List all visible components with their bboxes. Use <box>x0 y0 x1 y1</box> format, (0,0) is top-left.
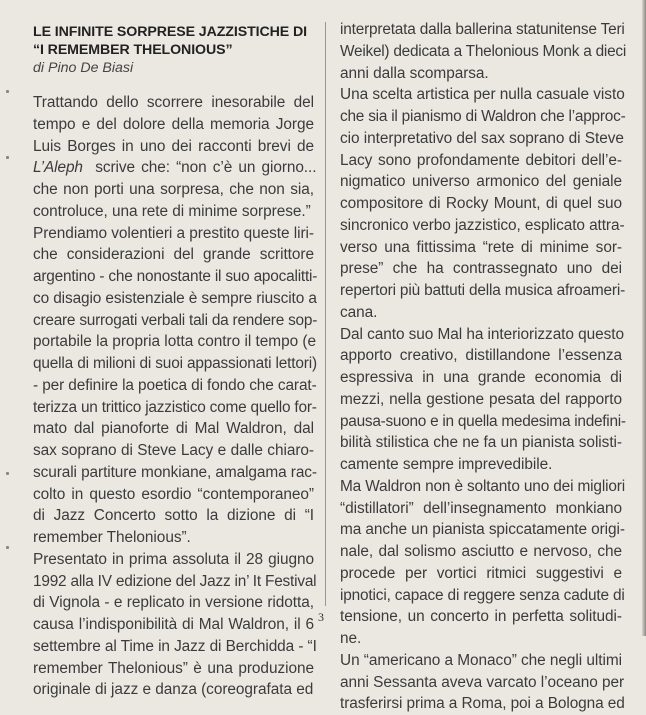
book-title: L’Aleph <box>33 159 83 177</box>
text-line: creare surrogati verbali tali da rendere sop- <box>33 311 318 329</box>
text-line: Ma Waldron non è soltanto uno dei migliori <box>340 477 626 495</box>
text-line: di Vignola - e replicato in versione ridotta, <box>33 594 314 612</box>
text-line: tensione, un concerto in perfetta solitudi- <box>340 608 622 626</box>
text-line: tempo e del dolore della memoria Jorge <box>33 115 314 133</box>
text-line: remember Thelonious”. <box>33 529 191 546</box>
text-line: ipnotici, capace di reggere senza cadute di <box>340 586 625 604</box>
scan-speck <box>6 156 9 159</box>
text-line: Un “americano a Monaco” che negli ultimi <box>340 651 622 669</box>
text-line: portabile la propria lotta contro il tempo (e <box>33 333 317 351</box>
text-line: di Jazz Concerto sotto la dizione di “I <box>33 507 314 525</box>
article-title <box>33 23 323 59</box>
right-column <box>340 19 627 715</box>
text-line: procede per vortici ritmici suggestivi e <box>340 564 622 582</box>
text-line: prese” che ha contrassegnato uno dei <box>340 260 622 278</box>
title-line-1: LE INFINITE SORPRESE JAZZISTICHE DI <box>33 24 307 40</box>
text-line: che considerazioni del grande scrittore <box>33 246 314 264</box>
left-column <box>33 92 318 701</box>
text-line: apporto creativo, distillandone l’essenza <box>340 347 622 365</box>
text-line: quella di milioni di suoi appassionati lettori) <box>33 355 317 372</box>
text-line: che sia il pianismo di Waldron che l’approc- <box>340 108 626 125</box>
text-line: “distillatori” dell’insegnamento monkiano <box>340 499 622 517</box>
text-line: verso una fittissima “rete di minime sor- <box>340 238 622 256</box>
text-line: Una scelta artistica per nulla casuale visto <box>340 86 625 104</box>
text-line: colto in questo esordio “contemporaneo” <box>33 485 314 503</box>
text-line: argentino - che nonostante il suo apocalitti- <box>33 268 318 285</box>
text-line: anni dalla scomparsa. <box>340 64 489 82</box>
text-line: nigmatico universo armonico del geniale <box>340 173 622 191</box>
text-line: causa l’indisponibilità di Mal Waldron, il 6 <box>33 616 314 633</box>
text-line: terizza un trittico jazzistico come quello for- <box>33 398 317 416</box>
scan-speck <box>6 546 9 549</box>
text-line: Prendiamo volentieri a prestito queste liri- <box>33 224 314 242</box>
text-line: che non porti una sorpresa, che non sia, <box>33 181 314 198</box>
column-divider <box>325 22 326 606</box>
text-line: pausa-suono e in quella medesima indefini- <box>340 412 626 430</box>
title-line-2: “I REMEMBER THELONIOUS” <box>33 42 233 58</box>
text-line: scurali partiture monkiane, amalgama rac- <box>33 463 317 481</box>
page-edge <box>642 0 646 636</box>
text-line: settembre al Time in Jazz di Berchidda - “I <box>33 637 317 655</box>
text-line: ne. <box>340 630 362 647</box>
text-line: remember Thelonious” è una produzione <box>33 659 314 677</box>
text-line: Weikel) dedicata a Thelonious Monk a dieci <box>340 42 627 60</box>
scan-speck <box>6 472 9 475</box>
text-line: controluce, una rete di minime sorprese.” <box>33 202 311 220</box>
text-line: mezzi, nella gestione pesata del rapporto <box>340 390 622 408</box>
text-line: trasferirsi prima a Roma, poi a Bologna ed <box>340 695 625 713</box>
text-line: nale, dal solismo asciutto e nervoso, che <box>340 543 622 560</box>
text-line: Presentato in prima assoluta il 28 giugno <box>33 550 314 568</box>
text-line: Dal canto suo Mal ha interiorizzato questo <box>340 325 624 343</box>
text-line: cana. <box>340 303 378 321</box>
text-line: anni Sessanta aveva varcato l’oceano per <box>340 673 625 691</box>
article-byline: di Pino De Biasi <box>33 60 134 76</box>
text-line: interpretata dalla ballerina statunitense Teri <box>340 21 625 38</box>
text-line: espressiva in una grande economia di <box>340 369 622 386</box>
text-line: originale di jazz e danza (coreografata ed <box>33 681 314 699</box>
text-line: co disagio esistenziale è sempre riuscito a <box>33 289 317 307</box>
text-line: - per definire la poetica di fondo che carat- <box>33 376 317 394</box>
text-line: Luis Borges in uno dei racconti brevi de <box>33 137 314 155</box>
page-number: 3 <box>318 610 324 624</box>
text-line: repertori più battuti della musica afroameri- <box>340 282 626 299</box>
text-line: sax soprano di Steve Lacy e dalle chiaro- <box>33 442 314 459</box>
text-line: compositore di Rocky Mount, di quel suo <box>340 195 622 212</box>
text-line: bilità stilistica che ne fa un pianista solisti- <box>340 434 622 452</box>
text-line: ma anche un pianista spiccatamente origi- <box>340 521 625 539</box>
text-line: sincronico verbo jazzistico, esplicato attra- <box>340 216 625 234</box>
text-line: cio interpretativo del sax soprano di Steve <box>340 129 624 147</box>
text-line: 1992 alla IV edizione del Jazz in’ It Festival <box>33 572 317 590</box>
text-line <box>33 157 317 179</box>
text-line: Lacy sono profondamente debitori dell’e- <box>340 151 622 169</box>
text-line: Trattando dello scorrere inesorabile del <box>33 94 314 111</box>
text-line: camente sempre imprevedibile. <box>340 456 553 473</box>
scan-speck <box>6 90 9 93</box>
text-line-rest: scrive che: “non c’è un giorno... <box>95 159 317 177</box>
text-line: mato dal pianoforte di Mal Waldron, dal <box>33 420 314 438</box>
